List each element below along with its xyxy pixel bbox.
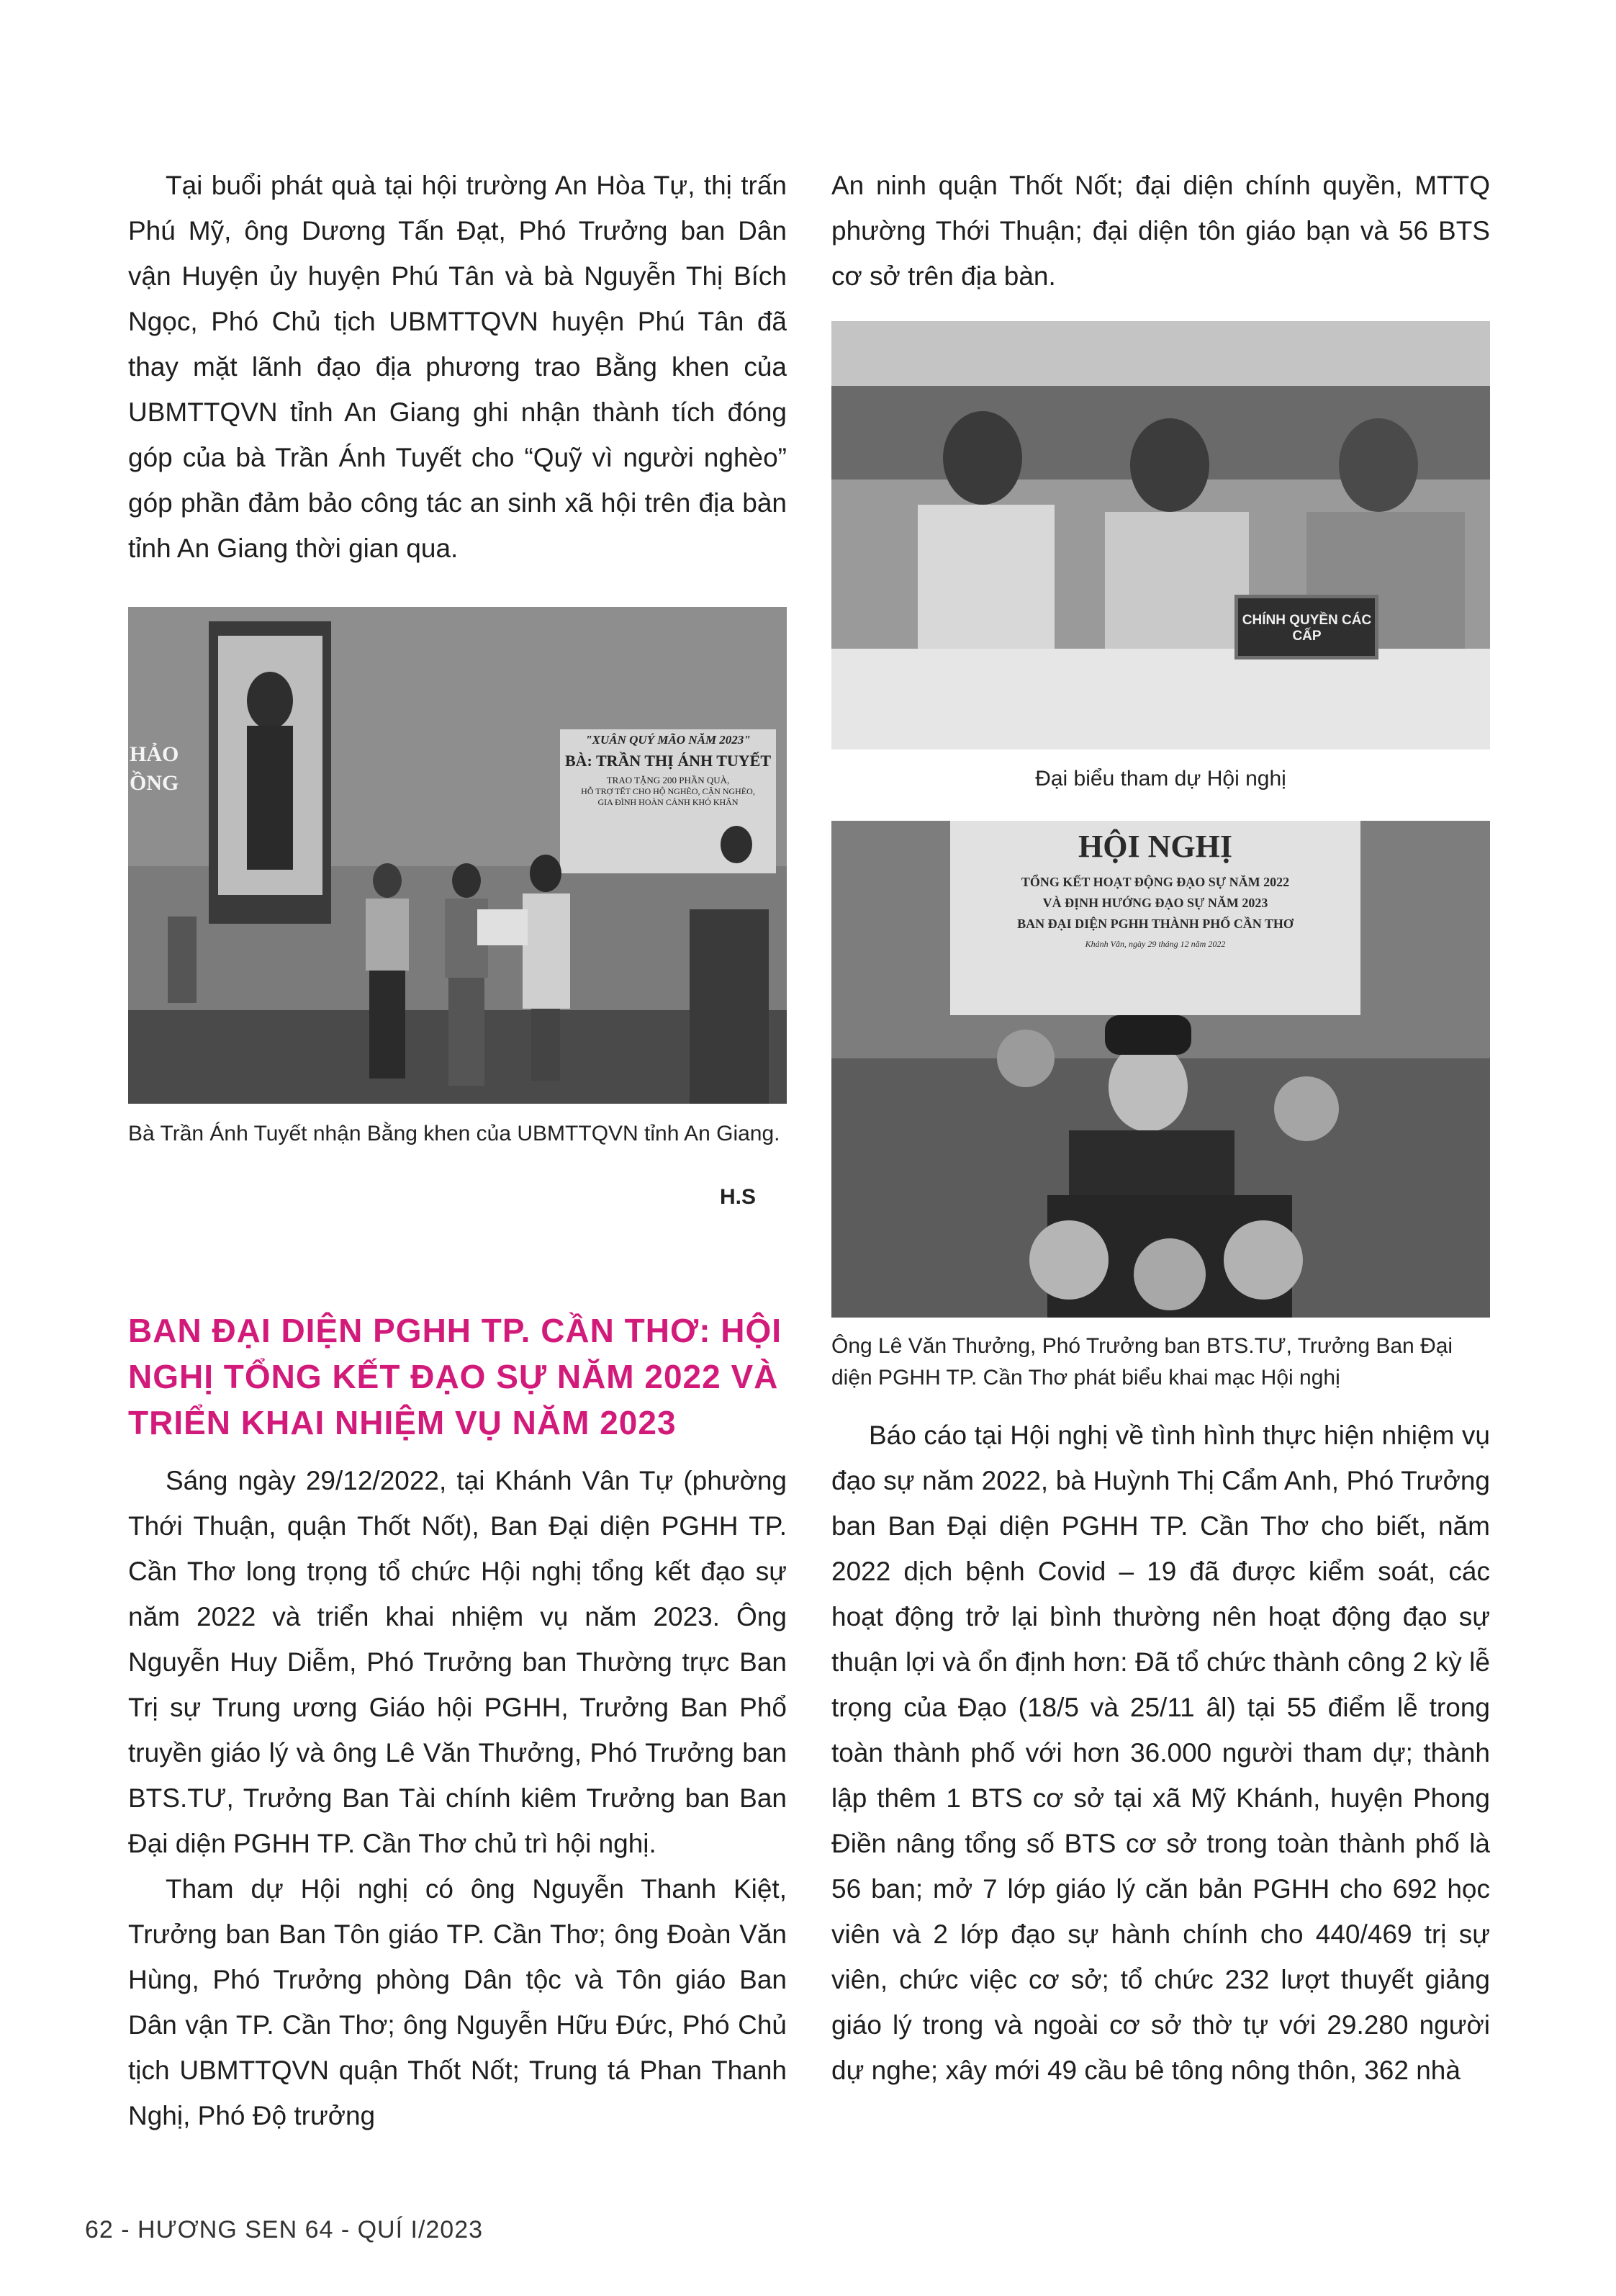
photo-speaker bbox=[831, 821, 1490, 1318]
left-column bbox=[128, 163, 787, 571]
article-paragraph: Tham dự Hội nghị có ông Nguyễn Thanh Kiệt, Trưởng ban Ban Tôn giáo TP. Cần Thơ; ông Đoàn Văn Hùng, Phó Trưởng phòng Dân tộc và Tôn giáo Ban Dân vận TP. Cần Thơ; ông Nguyễn Hữu Đức, Phó Chủ tịch UBMTTQVN quận Thốt Nốt; Trung tá Phan Thanh Nghị, Phó Độ trưởng bbox=[128, 1874, 787, 2130]
photo-credit: H.S bbox=[720, 1185, 757, 1209]
page-footer: 62 - HƯƠNG SEN 64 - QUÍ I/2023 bbox=[85, 2216, 484, 2243]
photo-caption: Đại biểu tham dự Hội nghị bbox=[1035, 767, 1286, 791]
left-column-body bbox=[128, 1458, 787, 2138]
article-paragraph: Tại buổi phát quà tại hội trường An Hòa Tự, thị trấn Phú Mỹ, ông Dương Tấn Đạt, Phó Trưởng ban Dân vận Huyện ủy huyện Phú Tân và bà Nguyễn Thị Bích Ngọc, Phó Chủ tịch UBMTTQVN huyện Phú Tân đã thay mặt lãnh đạo địa phương trao Bằng khen của UBMTTQVN tỉnh An Giang ghi nhận thành tích đóng góp của bà Trần Ánh Tuyết cho “Quỹ vì người nghèo” góp phần đảm bảo công tác an sinh xã hội trên địa bàn tỉnh An Giang thời gian qua. bbox=[128, 171, 787, 563]
wall-side-text: HẢO ỒNG bbox=[130, 742, 179, 795]
photo-delegates bbox=[831, 321, 1490, 749]
photo-caption: Bà Trần Ánh Tuyết nhận Bằng khen của UBMTTQVN tỉnh An Giang. bbox=[128, 1122, 780, 1145]
right-column-body bbox=[831, 1413, 1490, 2093]
photo-award-ceremony bbox=[128, 607, 787, 1104]
conference-banner: HỘI NGHỊ TỔNG KẾT HOẠT ĐỘNG ĐẠO SỰ NĂM 2022 VÀ ĐỊNH HƯỚNG ĐẠO SỰ NĂM 2023 BAN ĐẠI DIỆN PGHH THÀNH PHỐ CẦN THƠ Khánh Vân, ngày 29 tháng 12 năm 2022 bbox=[1017, 829, 1294, 949]
placard-text: CHÍNH QUYỀN CÁC CẤP bbox=[1242, 613, 1372, 644]
article-paragraph: An ninh quận Thốt Nốt; đại diện chính quyền, MTTQ phường Thới Thuận; đại diện tôn giáo bạn và 56 BTS cơ sở trên địa bàn. bbox=[831, 171, 1490, 291]
right-column bbox=[831, 163, 1490, 299]
photo-caption: Ông Lê Văn Thưởng, Phó Trưởng ban BTS.TƯ, Trưởng Ban Đại diện PGHH TP. Cần Thơ phát biểu khai mạc Hội nghị bbox=[831, 1334, 1453, 1390]
banner-text: "XUÂN QUÝ MÃO NĂM 2023" BÀ: TRẦN THỊ ÁNH TUYẾT TRAO TẶNG 200 PHẦN QUÀ, HỖ TRỢ TẾT CHO HỘ NGHÈO, CẬN NGHÈO, GIA ĐÌNH HOÀN CẢNH KHÓ KHĂN bbox=[564, 733, 772, 807]
article-paragraph: Báo cáo tại Hội nghị về tình hình thực hiện nhiệm vụ đạo sự năm 2022, bà Huỳnh Thị Cẩm Anh, Phó Trưởng ban Ban Đại diện PGHH TP. Cần Thơ cho biết, năm 2022 dịch bệnh Covid – 19 đã được kiểm soát, các hoạt động trở lại bình thường nên hoạt động đạo sự thuận lợi và ổn định hơn: Đã tổ chức thành công 2 kỳ lễ trọng của Đạo (18/5 và 25/11 âl) tại 55 điểm lễ trong toàn thành phố với hơn 36.000 người tham dự; thành lập thêm 1 BTS cơ sở tại xã Mỹ Khánh, huyện Phong Điền nâng tổng số BTS cơ sở trong toàn thành phố là 56 ban; mở 7 lớp giáo lý căn bản PGHH cho 692 học viên và 2 lớp đạo sự hành chính cho 440/469 trị sự viên, chức việc cơ sở; tổ chức 232 lượt thuyết giảng giáo lý trong và ngoài cơ sở thờ tự với 29.280 người dự nghe; xây mới 49 cầu bê tông nông thôn, 362 nhà bbox=[831, 1421, 1490, 2085]
article-headline: BAN ĐẠI DIỆN PGHH TP. CẦN THƠ: HỘI NGHỊ TỔNG KẾT ĐẠO SỰ NĂM 2022 VÀ TRIỂN KHAI NHIỆM VỤ NĂM 2023 bbox=[128, 1312, 782, 1441]
article-paragraph: Sáng ngày 29/12/2022, tại Khánh Vân Tự (phường Thới Thuận, quận Thốt Nốt), Ban Đại diện PGHH TP. Cần Thơ long trọng tổ chức Hội nghị tổng kết đạo sự năm 2022 và triển khai nhiệm vụ năm 2023. Ông Nguyễn Huy Diễm, Phó Trưởng ban Thường trực Ban Trị sự Trung ương Giáo hội PGHH, Trưởng Ban Phổ truyền giáo lý và ông Lê Văn Thưởng, Phó Trưởng ban BTS.TƯ, Trưởng Ban Tài chính kiêm Trưởng ban Ban Đại diện PGHH TP. Cần Thơ chủ trì hội nghị. bbox=[128, 1466, 787, 1858]
